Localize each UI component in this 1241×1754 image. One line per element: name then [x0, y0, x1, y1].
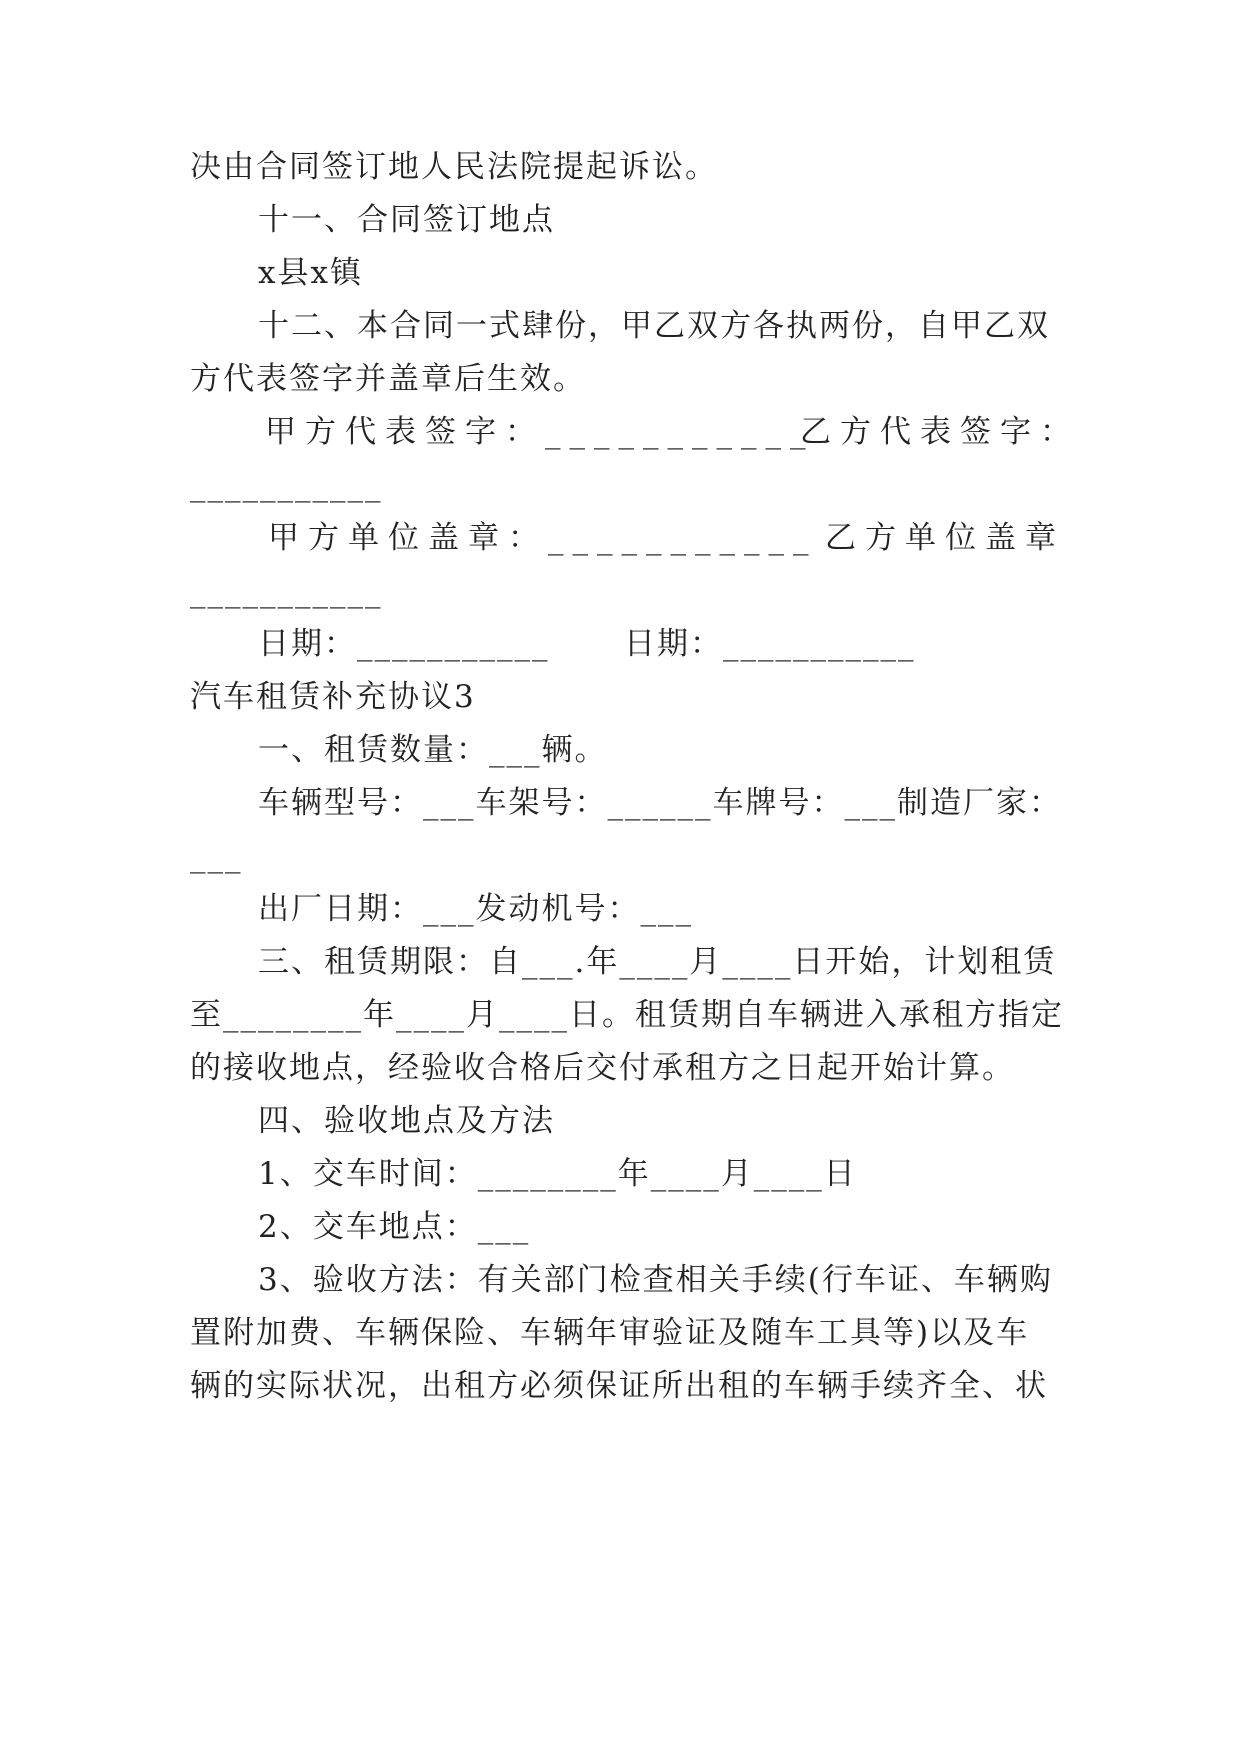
- paragraph-line: 车辆型号：___车架号：______车牌号：___制造厂家：: [258, 785, 1062, 821]
- section-heading: 四、验收地点及方法: [258, 1103, 555, 1139]
- agreement-title: 汽车租赁补充协议3: [190, 679, 476, 715]
- party-b-seal-label: 乙方单位盖章: [825, 520, 1065, 556]
- party-a-date-line: 日期：___________: [258, 626, 550, 662]
- paragraph-line: x县x镇: [258, 255, 363, 291]
- paragraph-line: 2、交车地点：___: [258, 1209, 531, 1245]
- paragraph-line: 一、租赁数量：___辆。: [258, 732, 608, 768]
- seal-blank: ___________: [190, 573, 383, 609]
- party-b-date-line: 日期：___________: [624, 626, 916, 662]
- party-b-signature-label: 乙方代表签字：: [800, 414, 1080, 450]
- paragraph-line: 决由合同签订地人民法院提起诉讼。: [190, 149, 718, 185]
- paragraph-line: ___: [190, 838, 243, 874]
- signature-blank: ___________: [190, 467, 383, 503]
- paragraph-line: 辆的实际状况，出租方必须保证所出租的车辆手续齐全、状: [190, 1368, 1048, 1404]
- paragraph-line: 3、验收方法：有关部门检查相关手续(行车证、车辆购: [258, 1262, 1053, 1298]
- paragraph-line: 至________年____月____日。租赁期自车辆进入承租方指定: [190, 997, 1064, 1033]
- party-a-seal-line: 甲方单位盖章：___________: [268, 520, 818, 556]
- section-heading: 十一、合同签订地点: [258, 202, 555, 238]
- paragraph-line: 方代表签字并盖章后生效。: [190, 361, 586, 397]
- paragraph-line: 1、交车时间：________年____月____日: [258, 1156, 857, 1192]
- paragraph-line: 置附加费、车辆保险、车辆年审验证及随车工具等)以及车: [190, 1315, 1030, 1351]
- paragraph-line: 十二、本合同一式肆份，甲乙双方各执两份，自甲乙双: [258, 308, 1050, 344]
- paragraph-line: 三、租赁期限：自___.年____月____日开始，计划租赁: [258, 944, 1057, 980]
- paragraph-line: 的接收地点，经验收合格后交付承租方之日起开始计算。: [190, 1050, 1015, 1086]
- paragraph-line: 出厂日期：___发动机号：___: [258, 891, 693, 927]
- party-a-signature-line: 甲方代表签字：___________: [265, 414, 815, 450]
